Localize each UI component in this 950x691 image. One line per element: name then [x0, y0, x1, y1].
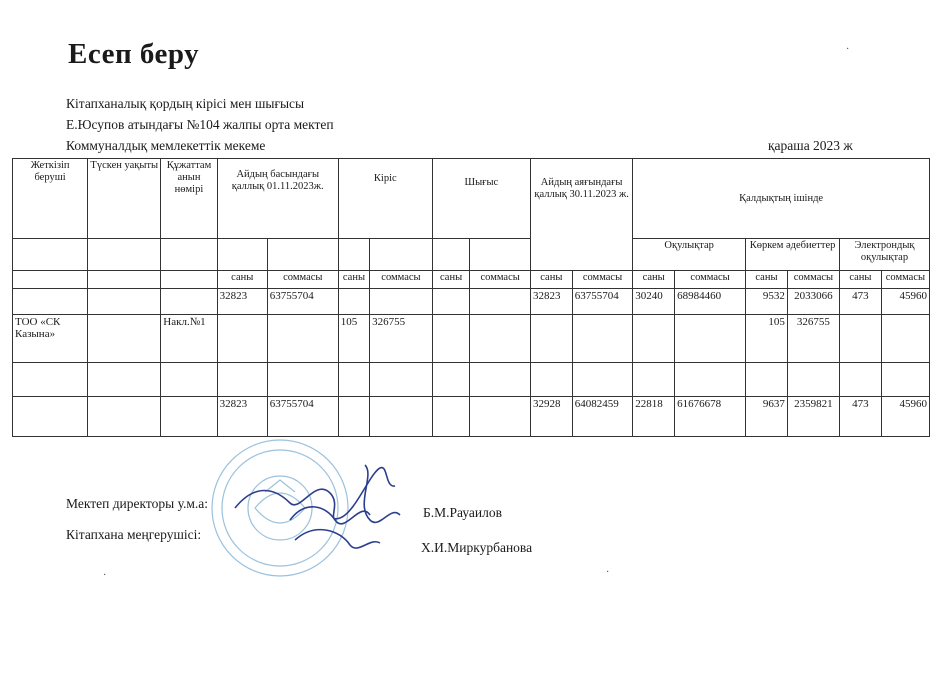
header-end-balance: Айдың аяғындағы қаллық 30.11.2023 ж. — [530, 159, 632, 271]
subtitle-line-3: Коммуналдық мемлекеттік мекеме — [66, 138, 266, 153]
table-body — [13, 289, 930, 437]
subtitle-line-1: Кітапханалық қордың кірісі мен шығысы — [66, 96, 305, 111]
header-sum: соммасы — [572, 271, 633, 289]
report-date: қараша 2023 ж — [768, 138, 853, 153]
table-row — [13, 315, 930, 363]
cell-doc — [161, 289, 217, 315]
cell-end-sum: 63755704 — [572, 289, 633, 315]
cell-in-count: 105 — [338, 315, 369, 363]
cell-start-sum: 63755704 — [267, 289, 338, 315]
cell-supplier — [13, 289, 88, 315]
stamp-and-signature-image — [195, 430, 445, 590]
header-sum: соммасы — [470, 271, 531, 289]
cell-out-count — [432, 363, 470, 397]
scan-speck: · — [846, 44, 850, 55]
cell-supplier — [13, 397, 88, 437]
cell-fi-count: 9532 — [746, 289, 788, 315]
header-outgo: Шығыс — [432, 159, 530, 239]
cell-in-count — [338, 289, 369, 315]
report-table — [12, 158, 930, 437]
cell-end-count: 32928 — [530, 397, 572, 437]
cell-start-sum — [267, 363, 338, 397]
librarian-label: Кітапхана меңгерушісі: — [66, 527, 202, 542]
header-row-main — [13, 159, 930, 239]
header-fiction: Көркем әдебиеттер — [746, 239, 840, 271]
header-sum: соммасы — [787, 271, 839, 289]
cell-time — [88, 363, 161, 397]
header-sum: соммасы — [267, 271, 338, 289]
cell-el-sum — [881, 315, 929, 363]
table-row — [13, 363, 930, 397]
cell-supplier: ТОО «СК Казына» — [13, 315, 88, 363]
document-title: Есеп беру — [68, 38, 200, 70]
cell-time — [88, 397, 161, 437]
cell-tb-sum — [675, 363, 746, 397]
cell-el-sum: 45960 — [881, 397, 929, 437]
cell-end-sum — [572, 363, 633, 397]
cell-end-sum — [572, 315, 633, 363]
cell-end-count — [530, 363, 572, 397]
header-textbooks: Оқулықтар — [633, 239, 746, 271]
header-row-categories — [13, 239, 930, 271]
cell-in-count — [338, 363, 369, 397]
header-income: Кіріс — [338, 159, 432, 239]
cell-fi-count: 9637 — [746, 397, 788, 437]
cell-end-sum: 64082459 — [572, 397, 633, 437]
cell-el-count: 473 — [840, 289, 882, 315]
header-count: саны — [840, 271, 882, 289]
header-count: саны — [530, 271, 572, 289]
header-count: саны — [338, 271, 369, 289]
cell-out-count — [432, 315, 470, 363]
header-row-units — [13, 271, 930, 289]
header-count: саны — [633, 271, 675, 289]
header-sum: соммасы — [675, 271, 746, 289]
cell-start-count: 32823 — [217, 289, 267, 315]
cell-start-count: 32823 — [217, 397, 267, 437]
cell-fi-sum: 2033066 — [787, 289, 839, 315]
cell-fi-count: 105 — [746, 315, 788, 363]
header-doc-number: Құжаттам анын нөмірі — [161, 159, 217, 239]
cell-tb-count: 30240 — [633, 289, 675, 315]
cell-end-count — [530, 315, 572, 363]
cell-el-count — [840, 315, 882, 363]
cell-fi-sum: 2359821 — [787, 397, 839, 437]
header-electronic: Электрондық оқулықтар — [840, 239, 930, 271]
cell-doc — [161, 363, 217, 397]
director-name: Б.М.Рауаилов — [423, 505, 502, 520]
cell-el-sum — [881, 363, 929, 397]
table-row — [13, 397, 930, 437]
cell-el-count — [840, 363, 882, 397]
cell-in-sum — [370, 363, 433, 397]
table-row — [13, 289, 930, 315]
cell-out-sum — [470, 315, 531, 363]
cell-tb-count — [633, 363, 675, 397]
scan-speck: · — [103, 570, 107, 581]
cell-fi-sum: 326755 — [787, 315, 839, 363]
cell-time — [88, 315, 161, 363]
cell-fi-count — [746, 363, 788, 397]
cell-out-sum — [470, 363, 531, 397]
cell-start-sum: 63755704 — [267, 397, 338, 437]
cell-end-count: 32823 — [530, 289, 572, 315]
cell-doc: Накл.№1 — [161, 315, 217, 363]
header-count: саны — [432, 271, 470, 289]
header-count: саны — [217, 271, 267, 289]
cell-supplier — [13, 363, 88, 397]
cell-fi-sum — [787, 363, 839, 397]
cell-tb-count — [633, 315, 675, 363]
scan-speck: · — [606, 567, 610, 578]
cell-tb-count: 22818 — [633, 397, 675, 437]
header-count: саны — [746, 271, 788, 289]
director-label: Мектеп директоры у.м.а: — [66, 496, 209, 511]
subtitle-line-2: Е.Юсупов атындағы №104 жалпы орта мектеп — [66, 117, 334, 132]
cell-in-sum: 326755 — [370, 315, 433, 363]
cell-tb-sum: 61676678 — [675, 397, 746, 437]
cell-tb-sum — [675, 315, 746, 363]
cell-out-count — [432, 289, 470, 315]
cell-tb-sum: 68984460 — [675, 289, 746, 315]
cell-start-sum — [267, 315, 338, 363]
cell-in-sum — [370, 289, 433, 315]
cell-start-count — [217, 363, 267, 397]
header-including: Қалдықтың ішінде — [633, 159, 930, 239]
cell-el-count: 473 — [840, 397, 882, 437]
cell-time — [88, 289, 161, 315]
header-start-balance: Айдың басындағы қаллық 01.11.2023ж. — [217, 159, 338, 239]
header-sum: соммасы — [881, 271, 929, 289]
cell-out-sum — [470, 397, 531, 437]
cell-el-sum: 45960 — [881, 289, 929, 315]
header-received-time: Түскен уақыты — [88, 159, 161, 239]
cell-out-sum — [470, 289, 531, 315]
header-sum: соммасы — [370, 271, 433, 289]
header-supplier: Жеткізіп беруші — [13, 159, 88, 239]
cell-start-count — [217, 315, 267, 363]
librarian-name: Х.И.Миркурбанова — [421, 540, 533, 555]
